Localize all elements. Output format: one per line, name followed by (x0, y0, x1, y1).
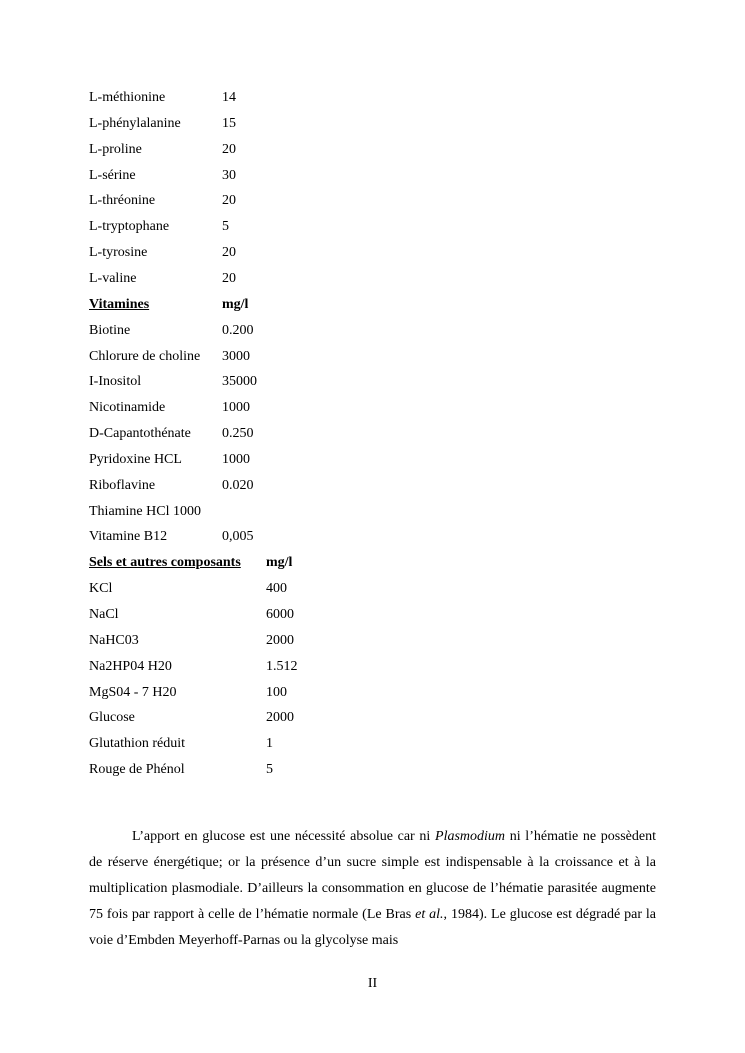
body-paragraph (89, 824, 656, 954)
salts-heading-row (89, 554, 293, 572)
component-name: Na2HP04 H20 (89, 659, 172, 674)
component-name: Biotine (89, 323, 131, 338)
component-name: Nicotinamide (89, 400, 166, 415)
section-heading: Sels et autres composants (89, 555, 241, 570)
component-value: 100 (266, 685, 287, 700)
component-value: 35000 (222, 374, 257, 389)
table-row (89, 244, 236, 262)
component-name: Thiamine HCl 1000 (89, 504, 201, 519)
component-name: Riboflavine (89, 478, 156, 493)
component-value: 15 (222, 116, 236, 131)
table-row (89, 115, 236, 133)
section-unit: mg/l (266, 555, 293, 570)
component-name: Glucose (89, 710, 135, 725)
table-row (89, 425, 254, 443)
component-value: 1 (266, 736, 273, 751)
component-value: 2000 (266, 710, 294, 725)
table-row (89, 270, 236, 288)
component-name: I-Inositol (89, 374, 142, 389)
component-name: D-Capantothénate (89, 426, 191, 441)
table-row (89, 761, 273, 779)
table-row (89, 451, 250, 469)
table-row (89, 218, 229, 236)
component-name: L-méthionine (89, 90, 166, 105)
component-name: L-thréonine (89, 193, 156, 208)
component-value: 6000 (266, 607, 294, 622)
component-name: L-sérine (89, 168, 136, 183)
component-value: 20 (222, 245, 236, 260)
table-row (89, 373, 257, 391)
component-name: L-valine (89, 271, 137, 286)
component-name: Glutathion réduit (89, 736, 186, 751)
table-row (89, 606, 294, 624)
table-row (89, 399, 250, 417)
component-name: MgS04 - 7 H20 (89, 685, 177, 700)
table-row (89, 658, 298, 676)
table-row (89, 632, 294, 650)
component-value: 400 (266, 581, 287, 596)
vitamins-heading-row (89, 296, 249, 314)
section-unit: mg/l (222, 297, 249, 312)
component-name: NaHC03 (89, 633, 139, 648)
component-value: 1.512 (266, 659, 298, 674)
component-value: 14 (222, 90, 236, 105)
component-value: 30 (222, 168, 236, 183)
component-value: 5 (222, 219, 229, 234)
component-value: 20 (222, 271, 236, 286)
component-value: 5 (266, 762, 273, 777)
table-row (89, 167, 236, 185)
paragraph-text: , 1984). Le glucose est dégradé par la voie d’Embden Meyerhoff-Parnas ou la glycolyse mais (89, 907, 657, 948)
component-name: Vitamine B12 (89, 529, 168, 544)
table-row (89, 528, 254, 546)
component-value: 2000 (266, 633, 294, 648)
paragraph-text: L’apport en glucose est une nécessité absolue car ni (132, 829, 436, 844)
paragraph-italic-plasmodium: Plasmodium (435, 829, 506, 844)
component-name: NaCl (89, 607, 119, 622)
paragraph-text: ni l’hématie ne possèdent de réserve énergétique; or la présence d’un sucre simple est indispensable à la croissance et à la multiplication plasmodiale. D’ailleurs la consommation en glucose de l’hématie parasitée augmente 75 fois par rapport à celle de l’hématie normale (Le Bras (89, 829, 656, 922)
component-name: Rouge de Phénol (89, 762, 185, 777)
component-value: 3000 (222, 349, 250, 364)
table-row (89, 735, 273, 753)
component-value: 0.200 (222, 323, 254, 338)
paragraph-italic-et-al: et al. (415, 907, 444, 922)
component-value: 20 (222, 142, 236, 157)
table-row (89, 322, 254, 340)
table-row (89, 580, 287, 598)
component-name: KCl (89, 581, 113, 596)
table-row (89, 141, 236, 159)
component-value: 1000 (222, 452, 250, 467)
component-value: 1000 (222, 400, 250, 415)
component-name: L-phénylalanine (89, 116, 181, 131)
component-name: L-proline (89, 142, 142, 157)
page-number: II (367, 976, 378, 991)
table-row (89, 503, 201, 521)
component-value: 0.250 (222, 426, 254, 441)
component-name: Chlorure de choline (89, 349, 201, 364)
component-value: 0,005 (222, 529, 254, 544)
section-heading: Vitamines (89, 297, 150, 312)
component-value: 20 (222, 193, 236, 208)
component-value: 0.020 (222, 478, 254, 493)
table-row (89, 89, 236, 107)
component-name: L-tyrosine (89, 245, 148, 260)
table-row (89, 348, 250, 366)
component-name: L-tryptophane (89, 219, 170, 234)
table-row (89, 192, 236, 210)
table-row (89, 477, 254, 495)
component-name: Pyridoxine HCL (89, 452, 182, 467)
table-row (89, 684, 287, 702)
table-row (89, 709, 294, 727)
